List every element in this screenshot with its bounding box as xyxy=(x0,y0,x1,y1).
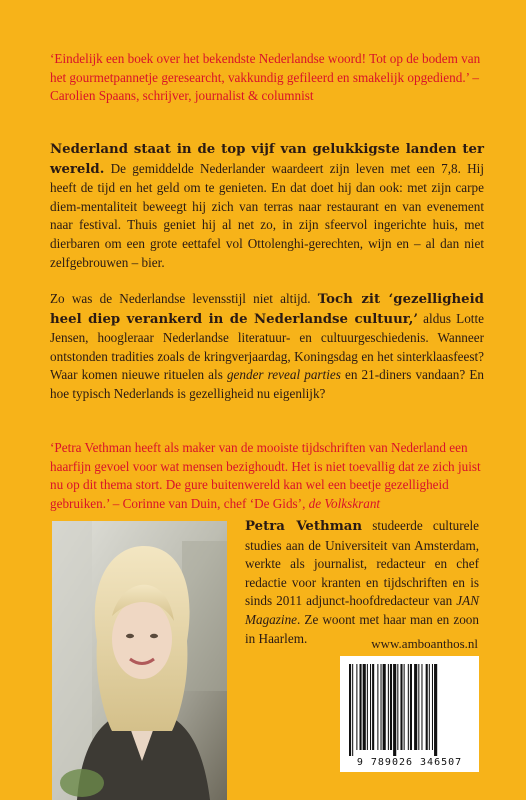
barcode-bar xyxy=(410,664,412,750)
barcode-bar xyxy=(377,664,378,750)
author-bio xyxy=(245,517,479,648)
author-photo xyxy=(52,521,227,800)
blurb-quote-bottom-text: ‘Petra Vethman heeft als maker van de mooiste tijdschriften van Nederland een haarfijn gevoel voor wat mensen bezighoudt. Het is niet toevallig dat ze zich juist nu op dit thema stort. De gure buitenwereld kan wel een beetje gezelligheid gebruiken.’ – Corinne van Duin, chef ‘De Gids’, xyxy=(50,440,481,511)
barcode-bar xyxy=(370,664,371,750)
barcode-bar xyxy=(360,664,362,750)
author-bio-magazine: JAN Magazine xyxy=(245,593,479,627)
barcode-bar xyxy=(388,664,389,750)
author-photo-illustration xyxy=(52,521,227,800)
description-1-bold-lead: Nederland staat in de top vijf van gelukkigste landen ter wereld. xyxy=(50,142,484,177)
author-bio-text-a: studeerde culturele studies aan de Universiteit van Amsterdam, werkte als journalist, redacteur en chef redactie voor kranten en tijdschriften en is sinds 2011 adjunct-hoofdredacteur van xyxy=(245,518,479,609)
barcode-bars xyxy=(340,656,479,772)
barcode-bar xyxy=(383,664,386,750)
author-bio-text-b: . Ze woont met haar man en zoon in Haarlem. xyxy=(245,611,479,646)
author-name: Petra Vethman xyxy=(245,519,363,534)
barcode-bar xyxy=(352,664,353,756)
barcode-bar xyxy=(432,664,433,750)
barcode-bar xyxy=(434,664,437,756)
description-1-text: De gemiddelde Nederlander waardeert zijn leven met een 7,8. Hij heeft de tijd en het geld om te genieten. En dat doet hij dan ook: met zijn carpe diem-mentaliteit beweegt hij zich van terras naar restaurant en van evenement naar festival. Thuis geniet hij al net zo, in zijn sfeervol ingerichte huis, met dierbaren om een grote eettafel vol Ottolenghi-gerechten, wijn en – al dan niet zelfgebrouwen – bier. xyxy=(50,160,484,270)
blurb-quote-top: ‘Eindelijk een boek over het bekendste Nederlandse woord! Tot op de bodem van het gourmetpannetje geresearcht, vakkundig gefileerd en smakelijk opgediend.’ – Carolien Spaans, schrijver, journalist & columnist xyxy=(50,51,481,103)
barcode-bar xyxy=(429,664,430,750)
barcode-bar xyxy=(393,664,396,756)
barcode-bar xyxy=(349,664,351,756)
description-2-bold-quote: Toch zit ‘gezelligheid heel diep verankerd in de Nederlandse cultuur,’ xyxy=(50,292,484,327)
isbn-barcode xyxy=(340,656,479,772)
description-2-text-a: Zo was de Nederlandse levensstijl niet altijd. xyxy=(50,291,318,306)
blurb-quote-bottom-source: de Volkskrant xyxy=(308,495,381,511)
description-paragraph-1 xyxy=(50,140,484,272)
barcode-bar xyxy=(400,664,402,750)
barcode-bar xyxy=(390,664,392,750)
blurb-quote-bottom xyxy=(50,439,482,513)
description-2-italic: gender reveal parties xyxy=(226,367,341,383)
barcode-bar xyxy=(404,664,405,750)
barcode-bar xyxy=(421,664,422,750)
barcode-bar xyxy=(363,664,366,750)
barcode-bar xyxy=(408,664,409,750)
isbn-number: 9 789026 346507 xyxy=(356,757,463,768)
description-paragraph-2 xyxy=(50,290,484,404)
barcode-bar xyxy=(372,664,374,750)
barcode-bar xyxy=(381,664,382,750)
barcode-bar xyxy=(418,664,419,750)
barcode-bar xyxy=(397,664,398,750)
description-2-text-b: aldus Lotte Jensen, hoogleraar Nederlandse literatuur- en cultuurgeschiedenis. Wanneer ontstonden tradities zoals de kringverjaardag, Koningsdag en het sinterklaasfeest? Waar komen nieuwe rituelen als xyxy=(50,310,484,383)
barcode-bar xyxy=(356,664,357,750)
barcode-bar xyxy=(367,664,368,750)
barcode-bar xyxy=(414,664,417,750)
barcode-bar xyxy=(426,664,428,750)
description-2-text-c: en 21-diners vandaan? En hoe typisch Nederlands is gezelligheid nu eigenlijk? xyxy=(50,367,484,401)
publisher-website: www.amboanthos.nl xyxy=(371,636,478,651)
